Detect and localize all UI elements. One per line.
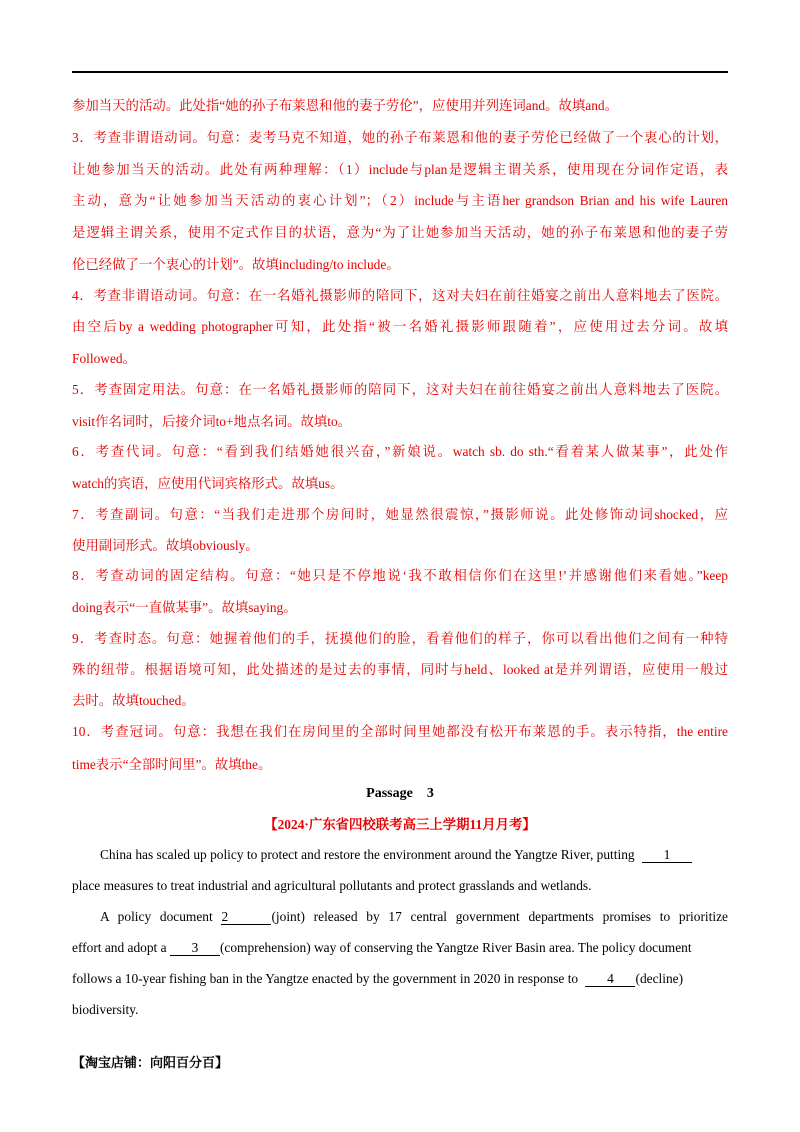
passage-line: biodiversity. [72,1002,139,1017]
passage-line [100,908,728,926]
answer-line: 去时。故填touched。 [72,693,195,708]
passage-text-segment: (comprehension) way of conserving the Yangtze River Basin area. The policy document [219,940,692,955]
answer-line: 4．考查非谓语动词。句意：在一名婚礼摄影师的陪同下，这对夫妇在前往婚宴之前出人意料地去了医院。 [72,288,728,303]
passage-text-segment: follows a 10-year fishing ban in the Yangtze enacted by the government in 2020 in response to [72,971,579,986]
header-rule [72,71,728,73]
answer-line: 是逻辑主谓关系，使用不定式作目的状语，意为“为了让她参加当天活动，她的孙子布莱恩和他的妻子劳 [72,225,728,240]
passage-line [72,970,683,988]
answer-line: 参加当天的活动。此处指“她的孙子布莱恩和他的妻子劳伦”，应使用并列连词and。故填and。 [72,98,619,113]
passage-line [100,846,692,864]
answer-line: 9．考查时态。句意：她握着他们的手，抚摸他们的脸，看着他们的样子，你可以看出他们之间有一种特 [72,631,728,646]
passage-text-segment: (joint) released by 17 central government departments promises to prioritize [271,909,728,924]
passage-text-segment: effort and adopt a [72,940,167,955]
answer-line: 伦已经做了一个衷心的计划”。故填including/to include。 [72,257,400,272]
answer-line: Followed。 [72,351,136,366]
shop-footer: 【淘宝店铺：向阳百分百】 [72,1055,229,1070]
answer-line: 8．考查动词的固定结构。句意：“她只是不停地说‘我不敢相信你们在这里!’并感谢他们来看她。”keep [72,568,728,583]
passage-text-segment: China has scaled up policy to protect and restore the environment around the Yangtze River, putting [100,847,635,862]
passage-line: place measures to treat industrial and agricultural pollutants and protect grasslands and wetlands. [72,878,592,893]
answer-line: 5．考查固定用法。句意：在一名婚礼摄影师的陪同下，这对夫妇在前往婚宴之前出人意料地去了医院。 [72,382,728,397]
passage-text-segment: A policy document [100,909,213,924]
answer-line: 10．考查冠词。句意：我想在我们在房间里的全部时间里她都没有松开布莱恩的手。表示特指，the entire [72,724,728,739]
answer-line: doing表示“一直做某事”。故填saying。 [72,600,297,615]
passage-title: Passage 3 [366,786,434,801]
blank-1: 1 [642,848,692,863]
blank-3: 3 [170,941,220,956]
blank-4: 4 [585,972,635,987]
answer-line: 殊的纽带。根据语境可知，此处描述的是过去的事情，同时与held、looked at是并列谓语，应使用一般过 [72,662,728,677]
passage-line [72,939,692,957]
passage-text-segment: (decline) [635,971,684,986]
answer-line: 让她参加当天的活动。此处有两种理解：（1）include与plan是逻辑主谓关系，使用现在分词作定语，表 [72,162,728,177]
answer-line: 6．考查代词。句意：“看到我们结婚她很兴奋，”新娘说。watch sb. do sth.“看着某人做某事”，此处作 [72,444,728,459]
answer-line: 主动，意为“让她参加当天活动的衷心计划”；（2）include与主语her grandson Brian and his wife Lauren [72,193,728,208]
answer-line: time表示“全部时间里”。故填the。 [72,757,272,772]
blank-2: 2 [221,910,271,925]
answer-line: visit作名词时，后接介词to+地点名词。故填to。 [72,414,352,429]
answer-line: 7．考查副词。句意：“当我们走进那个房间时，她显然很震惊，”摄影师说。此处修饰动词shocked，应 [72,507,728,522]
answer-line: 3．考查非谓语动词。句意：麦考马克不知道，她的孙子布莱恩和他的妻子劳伦已经做了一个衷心的计划， [72,130,728,145]
passage-source: 【2024·广东省四校联考高三上学期11月月考】 [264,817,536,832]
answer-line: 使用副词形式。故填obviously。 [72,538,259,553]
answer-line: watch的宾语，应使用代词宾格形式。故填us。 [72,476,344,491]
answer-line: 由空后by a wedding photographer可知，此处指“被一名婚礼摄影师跟随着”，应使用过去分词。故填 [72,319,728,334]
